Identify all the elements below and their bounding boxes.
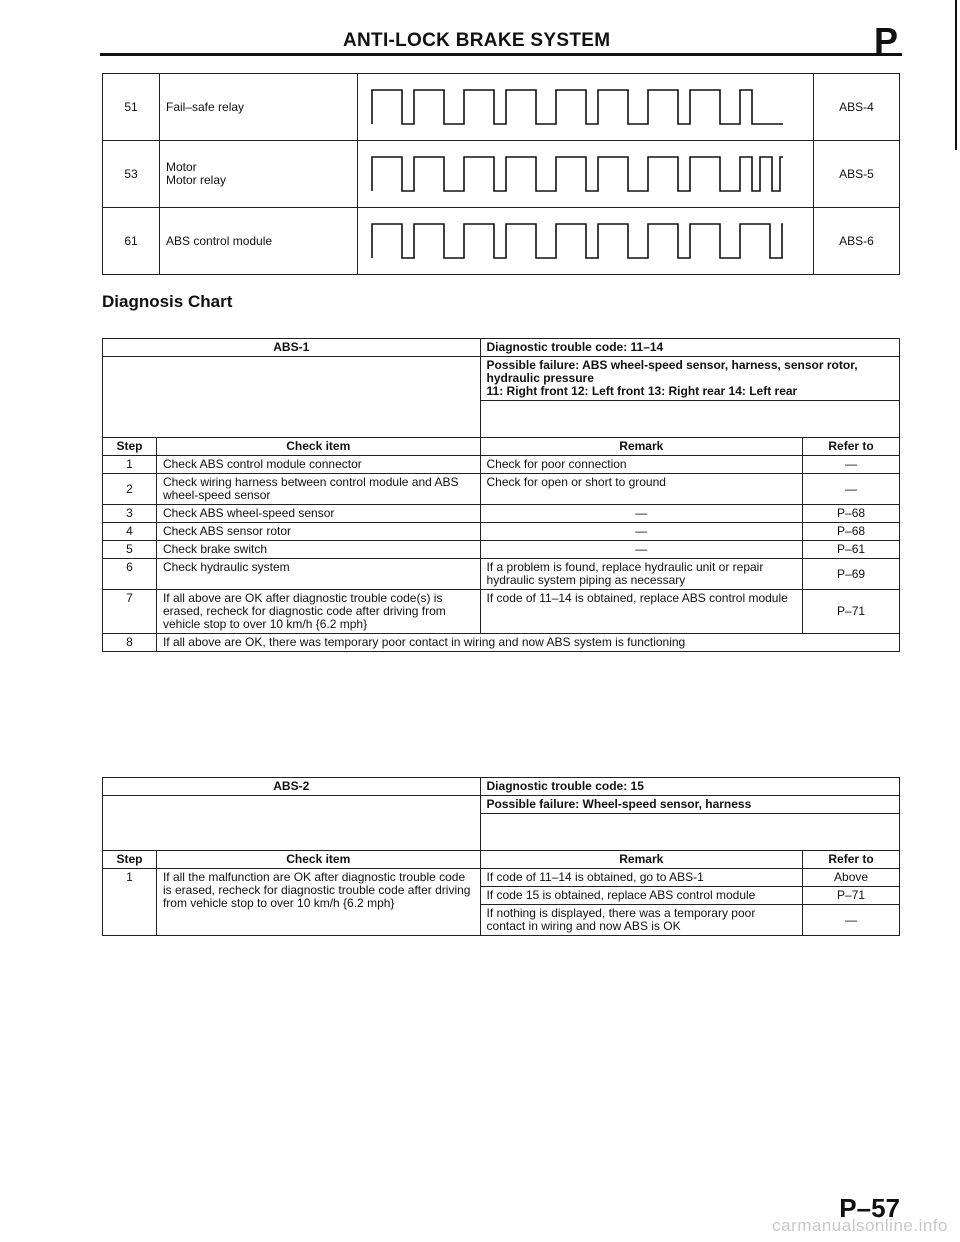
abs2-possible-failure: Possible failure: Wheel-speed sensor, harness: [480, 796, 899, 814]
trouble-code-table: [102, 73, 900, 275]
page-header: [100, 20, 902, 61]
abs1-code-legend: 11: Right front 12: Left front 13: Right rear 14: Left rear: [486, 384, 798, 398]
table-row: [103, 634, 900, 652]
refer-to: P–71: [803, 887, 900, 905]
table-row: [103, 523, 900, 541]
refer-to: P–71: [803, 590, 900, 634]
code-reference: ABS-6: [814, 208, 900, 275]
col-check-item: Check item: [156, 438, 480, 456]
abs1-dtc: Diagnostic trouble code: 11–14: [480, 339, 899, 357]
abs1-possible-text: Possible failure: ABS wheel-speed sensor, harness, sensor rotor, hydraulic pressure: [486, 358, 858, 385]
pulse-waveform: [368, 218, 783, 264]
section-letter: P: [873, 20, 898, 61]
step-number: 7: [103, 590, 157, 634]
step-number: 2: [103, 474, 157, 505]
diagnosis-chart-heading: Diagnosis Chart: [102, 292, 233, 311]
table-row: [103, 474, 900, 505]
code-component: Fail–safe relay: [160, 74, 358, 141]
refer-to: —: [803, 905, 900, 936]
check-item: Check wiring harness between control module and ABS wheel-speed sensor: [156, 474, 480, 505]
remark: —: [480, 505, 803, 523]
remark: —: [480, 541, 803, 559]
table-row: [103, 456, 900, 474]
pulse-pattern: [358, 141, 814, 208]
col-remark: Remark: [480, 851, 803, 869]
code-reference: ABS-5: [814, 141, 900, 208]
code-component: ABS control module: [160, 208, 358, 275]
remark: Check for poor connection: [480, 456, 803, 474]
remark: If code 15 is obtained, replace ABS control module: [480, 887, 803, 905]
refer-to: P–61: [803, 541, 900, 559]
code-number: 51: [103, 74, 160, 141]
abs1-diagnosis-table: [102, 338, 900, 652]
refer-to: P–68: [803, 505, 900, 523]
refer-to: Above: [803, 869, 900, 887]
col-step: Step: [103, 438, 157, 456]
check-item: If all above are OK after diagnostic trouble code(s) is erased, recheck for diagnostic code after driving from vehicle stop to over 10 km/h {6.2 mph}: [156, 590, 480, 634]
abs1-header-row: [103, 438, 900, 456]
abs2-dtc: Diagnostic trouble code: 15: [480, 778, 899, 796]
pulse-pattern: [358, 74, 814, 141]
check-item: Check ABS sensor rotor: [156, 523, 480, 541]
remark: If code of 11–14 is obtained, go to ABS-1: [480, 869, 803, 887]
col-refer-to: Refer to: [803, 851, 900, 869]
code-component: Motor Motor relay: [160, 141, 358, 208]
check-item: Check brake switch: [156, 541, 480, 559]
refer-to: P–69: [803, 559, 900, 590]
code-number: 61: [103, 208, 160, 275]
col-check-item: Check item: [156, 851, 480, 869]
table-row: [103, 869, 900, 887]
check-item: If all the malfunction are OK after diagnostic trouble code is erased, recheck for diagnostic trouble code after driving from vehicle stop to over 10 km/h {6.2 mph}: [156, 869, 480, 936]
step-number: 5: [103, 541, 157, 559]
refer-to: —: [803, 456, 900, 474]
table-row: [103, 541, 900, 559]
step-number: 6: [103, 559, 157, 590]
remark: —: [480, 523, 803, 541]
check-item: Check hydraulic system: [156, 559, 480, 590]
abs1-label: ABS-1: [103, 339, 481, 357]
step-number: 3: [103, 505, 157, 523]
pulse-waveform: [368, 84, 783, 130]
code-row: [103, 141, 900, 208]
pulse-pattern: [358, 208, 814, 275]
code-number: 53: [103, 141, 160, 208]
abs2-header-row: [103, 851, 900, 869]
step-number: 1: [103, 456, 157, 474]
check-item: Check ABS control module connector: [156, 456, 480, 474]
code-row: [103, 74, 900, 141]
remark: Check for open or short to ground: [480, 474, 803, 505]
table-row: [103, 505, 900, 523]
col-step: Step: [103, 851, 157, 869]
step-number: 4: [103, 523, 157, 541]
abs1-spacer: [480, 401, 899, 438]
abs2-spacer: [480, 814, 899, 851]
abs1-possible-failure: [480, 357, 899, 401]
remark: If code of 11–14 is obtained, replace ABS control module: [480, 590, 803, 634]
col-remark: Remark: [480, 438, 803, 456]
pulse-waveform: [368, 151, 783, 197]
final-note: If all above are OK, there was temporary poor contact in wiring and now ABS system is functioning: [156, 634, 899, 652]
abs1-blank-cell: [103, 357, 481, 438]
abs2-label: ABS-2: [103, 778, 481, 796]
table-row: [103, 590, 900, 634]
pulse-trace: [372, 157, 783, 191]
step-number: 1: [103, 869, 157, 936]
page-title: ANTI-LOCK BRAKE SYSTEM: [343, 30, 611, 51]
page-number: P–57: [839, 1193, 900, 1223]
step-number: 8: [103, 634, 157, 652]
refer-to: P–68: [803, 523, 900, 541]
code-reference: ABS-4: [814, 74, 900, 141]
table-row: [103, 559, 900, 590]
pulse-trace: [372, 90, 783, 124]
code-row: [103, 208, 900, 275]
refer-to: —: [803, 474, 900, 505]
abs2-diagnosis-table: [102, 777, 900, 936]
pulse-trace: [372, 224, 783, 258]
header-rule: [100, 53, 902, 56]
page-edge-mark: [955, 0, 957, 150]
check-item: Check ABS wheel-speed sensor: [156, 505, 480, 523]
watermark: carmanualsonline.info: [772, 1216, 948, 1235]
remark: If nothing is displayed, there was a temporary poor contact in wiring and now ABS is OK: [480, 905, 803, 936]
abs2-blank-cell: [103, 796, 481, 851]
col-refer-to: Refer to: [803, 438, 900, 456]
remark: If a problem is found, replace hydraulic unit or repair hydraulic system piping as necessary: [480, 559, 803, 590]
